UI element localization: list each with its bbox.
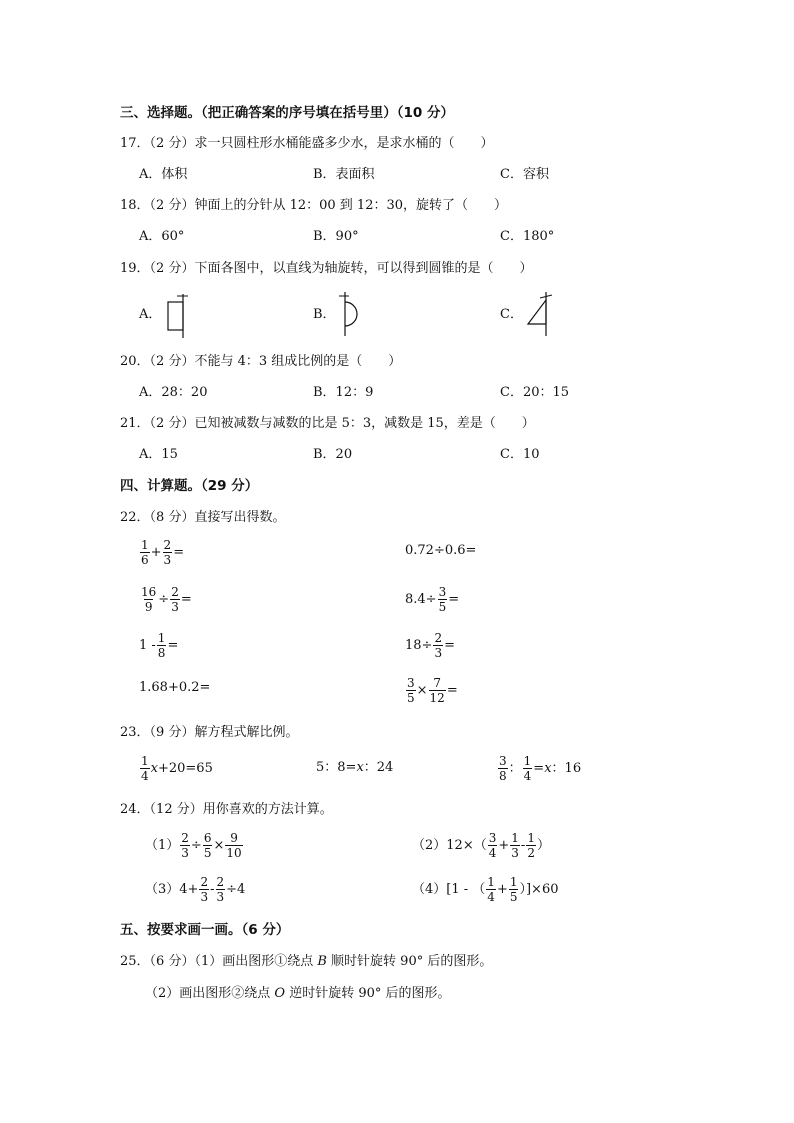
question-18: 18．（2 分）钟面上的分针从 12：00 到 12：30，旋转了（ ） <box>120 198 508 213</box>
option-18-c: C．180° <box>500 229 555 244</box>
expr-22-1: $\frac{1}{6}$ + $\frac{2}{3}$ = <box>141 538 185 567</box>
option-21-a: A．15 <box>139 447 178 462</box>
equation-23-1: $\frac{1}{4}$ x +20=65 <box>141 754 213 783</box>
option-17-c: C．容积 <box>500 167 549 182</box>
section-heading-choice: 三、选择题。（把正确答案的序号填在括号里）（10 分） <box>120 105 454 121</box>
section-heading-drawing: 五、按要求画一画。（6 分） <box>120 922 290 938</box>
figure-19-c-triangle-axis <box>522 290 554 338</box>
expr-22-7: 1.68+0.2= <box>139 680 211 695</box>
equation-23-3: $\frac{3}{8}$ ： $\frac{1}{4}$ = x ：16 <box>499 754 582 783</box>
question-19: 19．（2 分）下面各图中，以直线为轴旋转，可以得到圆锥的是（ ） <box>120 261 533 276</box>
option-19-a: A． <box>139 307 162 322</box>
question-25-line-1: 25．（6 分）（1）画出图形①绕点 B 顺时针旋转 90° 后的图形。 <box>120 954 493 969</box>
question-24: 24．（12 分）用你喜欢的方法计算。 <box>120 802 333 817</box>
question-17: 17．（2 分）求一只圆柱形水桶能盛多少水，是求水桶的（ ） <box>120 136 494 151</box>
question-22: 22．（8 分）直接写出得数。 <box>120 510 286 525</box>
expr-22-4: 8.4÷ $\frac{3}{5}$ = <box>405 585 460 614</box>
option-17-b: B．表面积 <box>313 167 375 182</box>
figure-19-a-rectangle-axis <box>160 292 190 340</box>
option-19-c: C． <box>500 307 523 322</box>
expr-22-6: 18÷ $\frac{2}{3}$ = <box>405 631 455 660</box>
equation-23-2: 5：8= x ：24 <box>316 760 394 775</box>
option-21-b: B．20 <box>313 447 353 462</box>
option-20-c: C．20：15 <box>500 385 570 400</box>
expr-22-2: 0.72÷0.6= <box>405 543 477 558</box>
question-21: 21．（2 分）已知被减数与减数的比是 5：3，减数是 15，差是（ ） <box>120 416 535 431</box>
option-21-c: C．10 <box>500 447 540 462</box>
expr-24-3: （3） 4+ $\frac{2}{3}$ - $\frac{2}{3}$ ÷4 <box>145 875 246 904</box>
option-20-b: B．12：9 <box>313 385 374 400</box>
option-20-a: A．28：20 <box>139 385 208 400</box>
option-17-a: A．体积 <box>139 167 188 182</box>
expr-24-4: （4） [1 - （ $\frac{1}{4}$ + $\frac{1}{5}$ ）]×60 <box>412 875 559 904</box>
figure-19-b-semicircle-axis <box>333 290 365 338</box>
question-20: 20．（2 分）不能与 4：3 组成比例的是（ ） <box>120 354 402 369</box>
expr-22-8: $\frac{3}{5}$ × $\frac{7}{12}$ = <box>407 676 458 705</box>
option-18-a: A．60° <box>139 229 185 244</box>
question-23: 23．（9 分）解方程式解比例。 <box>120 725 299 740</box>
expr-22-3: $\frac{16}{9}$ ÷ $\frac{2}{3}$ = <box>141 585 192 614</box>
option-19-b: B． <box>313 307 336 322</box>
option-18-b: B．90° <box>313 229 359 244</box>
expr-24-1: （1） $\frac{2}{3}$ ÷ $\frac{6}{5}$ × $\frac{9}{10}$ <box>145 831 242 860</box>
section-heading-calculation: 四、计算题。（29 分） <box>120 478 259 494</box>
expr-24-2: （2） 12×（ $\frac{3}{4}$ + $\frac{1}{3}$ - $\frac{1}{2}$ ） <box>412 831 550 860</box>
question-25-line-2: （2）画出图形②绕点 O 逆时针旋转 90° 后的图形。 <box>145 986 451 1001</box>
expr-22-5: 1 - $\frac{1}{8}$ = <box>139 631 179 660</box>
